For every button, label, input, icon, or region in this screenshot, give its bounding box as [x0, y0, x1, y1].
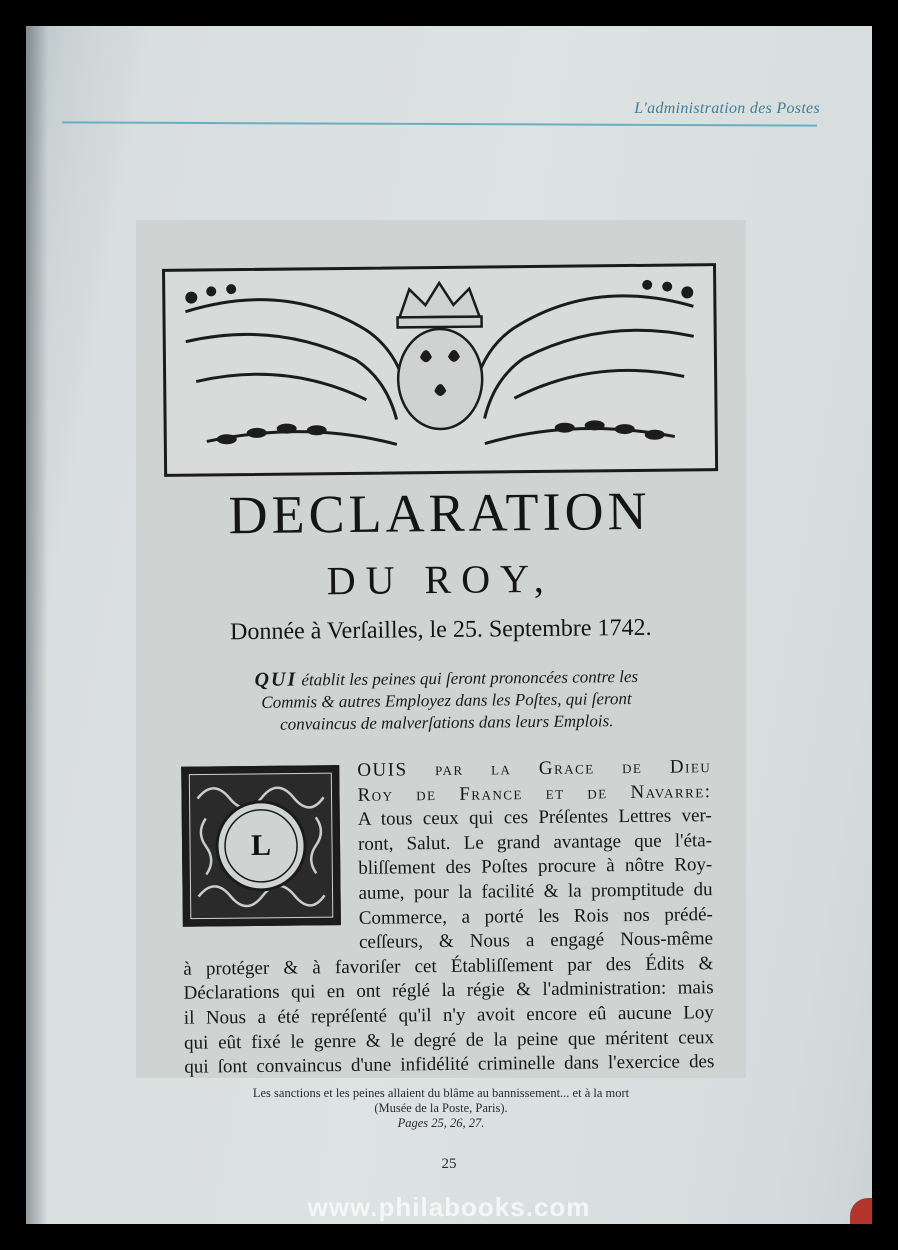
declaration-date: Donnée à Verſailles, le 25. Septembre 1742. — [229, 614, 652, 646]
page-number: 25 — [441, 1156, 457, 1172]
body-line: aume, pour la facilité & la promptitude du — [358, 879, 713, 904]
body-line: qui ſont convaincus d'une infidélité criminelle dans l'exercice des — [184, 1051, 715, 1078]
declaration-title: DECLARATION — [228, 480, 651, 546]
body-line: à protéger & à favoriſer cet Établiſſement par des Édits & — [183, 952, 714, 980]
body-line: Déclarations qui en ont réglé la régie & l'administration: mais — [183, 977, 714, 1005]
body-line: ceſſeurs, & Nous a engagé Nous-même — [358, 928, 714, 954]
document-plate-content — [132, 217, 751, 1081]
body-line: Roy de France et de Navarre: — [357, 780, 712, 806]
document-plate — [136, 220, 746, 1078]
header-rule — [62, 121, 817, 126]
body-line: bliſſement des Poſtes procure à nôtre Roy- — [358, 854, 713, 880]
dropcap-letter: L — [250, 828, 272, 862]
summary-line-1: établit les peines qui ſeront prononcées contre les — [301, 666, 639, 690]
body-line: ront, Salut. Le grand avantage que l'éta- — [357, 829, 713, 855]
figure-caption — [136, 1086, 746, 1131]
body-line: il Nous a été repréſenté qu'il n'y avoit encore eû aucune Loy — [183, 1002, 714, 1029]
summary-line-3: convaincus de malverſations dans leurs Emplois. — [279, 711, 614, 734]
caption-pages: Pages 25, 26, 27. — [397, 1116, 485, 1130]
caption-line-1: Les sanctions et les peines allaient du blâme au bannissement... et à la mort — [252, 1086, 630, 1100]
summary-lead: QUI — [254, 668, 298, 691]
watermark: www.philabooks.com — [307, 1192, 591, 1222]
book-page — [26, 26, 872, 1224]
spine-shadow — [26, 26, 48, 1224]
declaration-summary — [196, 664, 697, 736]
body-line: OUIS par la Grace de Dieu — [357, 756, 712, 781]
declaration-subtitle: DU ROY, — [326, 555, 555, 604]
body-line: qui eût fixé le genre & le degré de la peine que méritent ceux — [183, 1026, 715, 1054]
running-header: L'administration des Postes — [634, 100, 820, 117]
royal-crest-illustration — [165, 266, 715, 474]
declaration-body — [181, 755, 714, 1080]
royal-crest-vignette — [162, 263, 718, 477]
body-line: Commerce, a porté les Rois nos prédé- — [358, 903, 713, 929]
body-line: A tous ceux qui ces Préſentes Lettres ver- — [357, 805, 712, 831]
summary-line-2: Commis & autres Employez dans les Poſtes, qui ſeront — [261, 689, 632, 712]
caption-line-2: (Musée de la Poste, Paris). — [374, 1101, 508, 1115]
